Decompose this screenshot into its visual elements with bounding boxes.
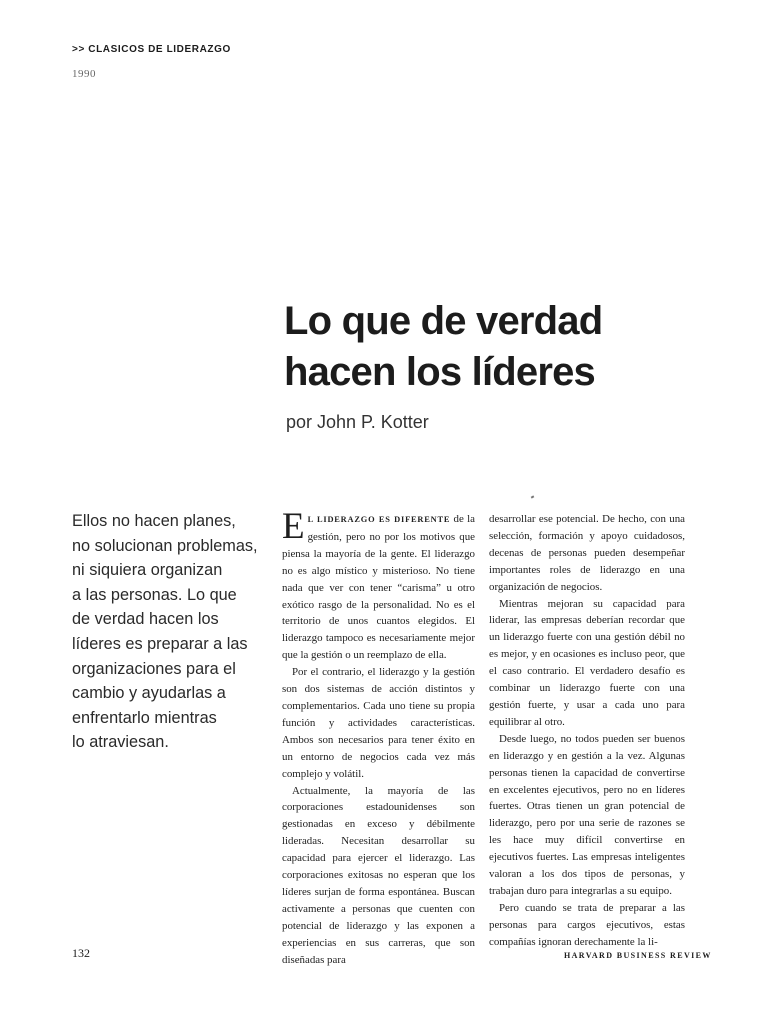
pull-quote-line: organizaciones para el	[72, 659, 236, 678]
lead-in: L LIDERAZGO ES DIFERENTE	[307, 515, 451, 524]
body-paragraph	[282, 506, 475, 664]
publication-year: 1990	[72, 68, 96, 80]
pull-quote-line: de verdad hacen los	[72, 610, 219, 629]
body-column-1	[282, 506, 475, 968]
pull-quote-line: líderes es preparar a las	[72, 634, 248, 653]
page-number: 132	[72, 946, 90, 960]
body-paragraph: Mientras mejoran su capacidad para liderar, las empresas deberían recordar que un liderazgo fuerte con una gestión débil no es mejor, y en ocasiones es incluso peor, que el caso contrario. El verdadero desafío es combinar un liderazgo fuerte con una gestión fuerte, y usar a cada uno para equilibrar al otro.	[489, 597, 685, 728]
title-line: Lo que de verdad	[284, 299, 603, 343]
pull-quote-line: Ellos no hacen planes,	[72, 512, 236, 530]
section-label: >> CLASICOS DE LIDERAZGO	[72, 44, 231, 55]
journal-name: HARVARD BUSINESS REVIEW	[564, 951, 712, 960]
paragraph-text: de la gestión, pero no por los motivos que piensa la mayoría de la gente. El liderazgo no es algo místico y misterioso. No tiene nada que ver con tener “carisma” u otro exótico rasgo de la personalidad. No es el territorio de unos cuantos elegidos. El liderazgo tampoco es necesariamente mejor que la gestión o un reemplazo de ella.	[282, 513, 475, 662]
pull-quote-line: a las personas. Lo que	[72, 585, 237, 604]
pull-quote-line: cambio y ayudarlas a	[72, 684, 226, 703]
pull-quote-line: no solucionan problemas,	[72, 536, 258, 555]
body-paragraph: Actualmente, la mayoría de las corporaciones estadounidenses son gestionadas en exceso y débilmente lideradas. Necesitan desarrollar su capacidad para ejercer el liderazgo. Las corporaciones exitosas no esperan que los líderes surjan de forma espontánea. Buscan activamente a personas que cuenten con potencial de liderazgo y las exponen a experiencias en sus carreras, que son diseñadas para	[282, 784, 475, 966]
body-paragraph: Por el contrario, el liderazgo y la gestión son dos sistemas de acción distintos y complementarios. Cada uno tiene su propia función y actividades características. Ambos son necesarios para tener éxito en un entorno de negocios cada vez más complejo y volátil.	[282, 666, 475, 780]
author-byline: por John P. Kotter	[286, 412, 429, 432]
print-speck	[531, 495, 535, 498]
drop-cap: E	[282, 506, 305, 547]
pull-quote-line: ni siquiera organizan	[72, 561, 223, 580]
article-title	[284, 296, 724, 398]
pull-quote-line: lo atraviesan.	[72, 733, 169, 752]
title-line: hacen los líderes	[284, 350, 595, 394]
pull-quote-line: enfrentarlo mientras	[72, 708, 217, 727]
body-column-2	[489, 511, 685, 951]
body-paragraph: Pero cuando se trata de preparar a las personas para cargos ejecutivos, estas compañías ignoran derechamente la li-	[489, 901, 685, 948]
body-paragraph: Desde luego, no todos pueden ser buenos en liderazgo y en gestión a la vez. Algunas personas tienen la capacidad de convertirse en excelentes ejecutivos, pero no en líderes fuertes. Otras tienen un gran potencial de liderazgo, pero por una serie de razones se les hace muy difícil convertirse en ejecutivos fuertes. Las empresas inteligentes valoran a los dos tipos de personas, y trabajan duro para integrarlas a su equipo.	[489, 732, 685, 897]
body-paragraph: desarrollar ese potencial. De hecho, con una selección, formación y apoyo cuidadosos, decenas de personas pueden desempeñar importantes roles de liderazgo en una organización de negocios.	[489, 513, 685, 593]
pull-quote	[72, 509, 272, 755]
